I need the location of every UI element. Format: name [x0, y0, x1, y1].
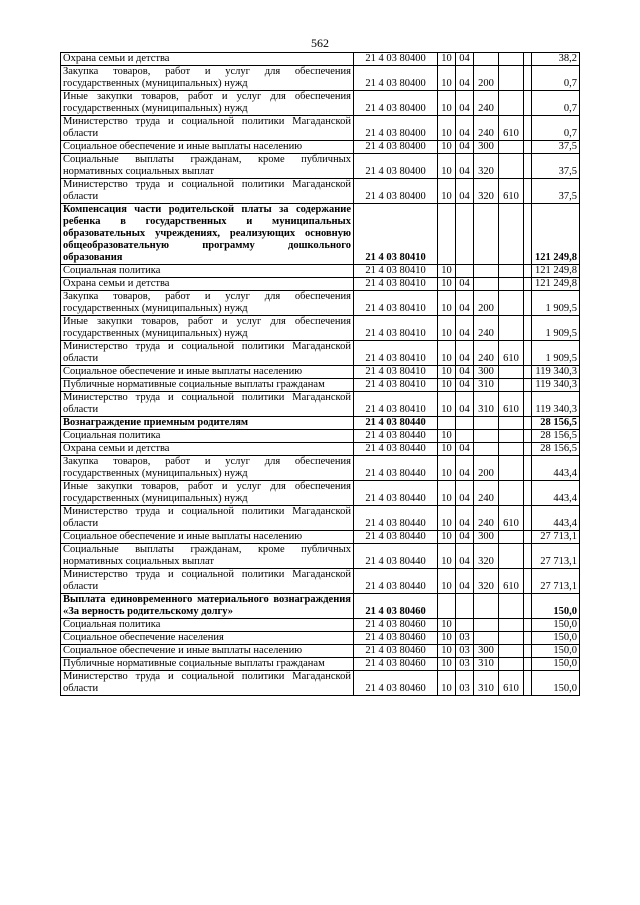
- administrator-code: [499, 366, 524, 379]
- budget-table: [60, 52, 580, 696]
- expense-type-code: [474, 430, 499, 443]
- target-article-code: 21 4 03 80410: [354, 316, 438, 341]
- subsection-code: 04: [456, 481, 474, 506]
- table-row: [61, 594, 580, 619]
- row-name: Социальная политика: [61, 619, 354, 632]
- subsection-code: 04: [456, 316, 474, 341]
- extra-cell: [524, 430, 532, 443]
- expense-type-code: 300: [474, 531, 499, 544]
- row-name: Иные закупки товаров, работ и услуг для обеспечения государственных (муниципальных) нужд: [61, 316, 354, 341]
- amount: 38,2: [532, 53, 580, 66]
- row-name: Иные закупки товаров, работ и услуг для обеспечения государственных (муниципальных) нужд: [61, 91, 354, 116]
- extra-cell: [524, 316, 532, 341]
- amount: 150,0: [532, 658, 580, 671]
- subsection-code: 04: [456, 392, 474, 417]
- amount: 28 156,5: [532, 443, 580, 456]
- expense-type-code: 240: [474, 341, 499, 366]
- extra-cell: [524, 658, 532, 671]
- target-article-code: 21 4 03 80440: [354, 506, 438, 531]
- subsection-code: [456, 204, 474, 265]
- expense-type-code: [474, 278, 499, 291]
- row-name: Публичные нормативные социальные выплаты гражданам: [61, 658, 354, 671]
- target-article-code: 21 4 03 80460: [354, 594, 438, 619]
- row-name: Охрана семьи и детства: [61, 443, 354, 456]
- row-name: Министерство труда и социальной политики Магаданской области: [61, 341, 354, 366]
- target-article-code: 21 4 03 80400: [354, 66, 438, 91]
- row-name: Социальные выплаты гражданам, кроме публичных нормативных социальных выплат: [61, 154, 354, 179]
- expense-type-code: [474, 632, 499, 645]
- row-name: Министерство труда и социальной политики Магаданской области: [61, 179, 354, 204]
- expense-type-code: 240: [474, 506, 499, 531]
- amount: 27 713,1: [532, 569, 580, 594]
- extra-cell: [524, 671, 532, 696]
- section-code: 10: [438, 619, 456, 632]
- target-article-code: 21 4 03 80410: [354, 265, 438, 278]
- administrator-code: [499, 91, 524, 116]
- table-row: [61, 204, 580, 265]
- extra-cell: [524, 645, 532, 658]
- target-article-code: 21 4 03 80440: [354, 531, 438, 544]
- extra-cell: [524, 619, 532, 632]
- section-code: 10: [438, 278, 456, 291]
- subsection-code: 04: [456, 341, 474, 366]
- section-code: [438, 204, 456, 265]
- section-code: 10: [438, 430, 456, 443]
- row-name: Министерство труда и социальной политики Магаданской области: [61, 569, 354, 594]
- expense-type-code: 310: [474, 392, 499, 417]
- table-body: [61, 53, 580, 696]
- subsection-code: 03: [456, 645, 474, 658]
- subsection-code: [456, 594, 474, 619]
- extra-cell: [524, 91, 532, 116]
- section-code: 10: [438, 116, 456, 141]
- row-name: Министерство труда и социальной политики Магаданской области: [61, 116, 354, 141]
- target-article-code: 21 4 03 80460: [354, 632, 438, 645]
- expense-type-code: 240: [474, 316, 499, 341]
- row-name: Социальное обеспечение и иные выплаты населению: [61, 366, 354, 379]
- expense-type-code: 240: [474, 116, 499, 141]
- extra-cell: [524, 366, 532, 379]
- table-row: [61, 316, 580, 341]
- table-row: [61, 569, 580, 594]
- table-row: [61, 141, 580, 154]
- amount: 119 340,3: [532, 379, 580, 392]
- administrator-code: [499, 645, 524, 658]
- table-row: [61, 392, 580, 417]
- subsection-code: 04: [456, 291, 474, 316]
- section-code: 10: [438, 53, 456, 66]
- section-code: [438, 417, 456, 430]
- section-code: 10: [438, 341, 456, 366]
- row-name: Компенсация части родительской платы за содержание ребенка в государственных и муниципальных образовательных учреждениях, реализующих основную общеобразовательную программу дошкольного образования: [61, 204, 354, 265]
- expense-type-code: 320: [474, 179, 499, 204]
- administrator-code: [499, 619, 524, 632]
- extra-cell: [524, 66, 532, 91]
- subsection-code: 03: [456, 632, 474, 645]
- subsection-code: 04: [456, 531, 474, 544]
- administrator-code: [499, 66, 524, 91]
- table-row: [61, 417, 580, 430]
- target-article-code: 21 4 03 80460: [354, 658, 438, 671]
- target-article-code: 21 4 03 80440: [354, 443, 438, 456]
- subsection-code: 04: [456, 366, 474, 379]
- extra-cell: [524, 569, 532, 594]
- amount: 150,0: [532, 619, 580, 632]
- subsection-code: [456, 417, 474, 430]
- table-row: [61, 278, 580, 291]
- amount: 1 909,5: [532, 316, 580, 341]
- section-code: 10: [438, 506, 456, 531]
- administrator-code: [499, 531, 524, 544]
- target-article-code: 21 4 03 80460: [354, 671, 438, 696]
- section-code: [438, 594, 456, 619]
- administrator-code: [499, 204, 524, 265]
- section-code: 10: [438, 179, 456, 204]
- target-article-code: 21 4 03 80410: [354, 291, 438, 316]
- administrator-code: 610: [499, 671, 524, 696]
- extra-cell: [524, 179, 532, 204]
- extra-cell: [524, 632, 532, 645]
- administrator-code: [499, 291, 524, 316]
- subsection-code: 04: [456, 179, 474, 204]
- row-name: Социальные выплаты гражданам, кроме публичных нормативных социальных выплат: [61, 544, 354, 569]
- extra-cell: [524, 481, 532, 506]
- row-name: Социальное обеспечение и иные выплаты населению: [61, 141, 354, 154]
- administrator-code: 610: [499, 392, 524, 417]
- expense-type-code: 240: [474, 91, 499, 116]
- amount: 150,0: [532, 645, 580, 658]
- row-name: Министерство труда и социальной политики Магаданской области: [61, 392, 354, 417]
- amount: 0,7: [532, 116, 580, 141]
- table-row: [61, 645, 580, 658]
- target-article-code: 21 4 03 80410: [354, 278, 438, 291]
- target-article-code: 21 4 03 80440: [354, 569, 438, 594]
- amount: 150,0: [532, 671, 580, 696]
- extra-cell: [524, 443, 532, 456]
- table-row: [61, 379, 580, 392]
- amount: 443,4: [532, 506, 580, 531]
- extra-cell: [524, 379, 532, 392]
- administrator-code: [499, 316, 524, 341]
- amount: 443,4: [532, 456, 580, 481]
- subsection-code: [456, 265, 474, 278]
- subsection-code: 04: [456, 91, 474, 116]
- expense-type-code: [474, 417, 499, 430]
- amount: 27 713,1: [532, 544, 580, 569]
- row-name: Охрана семьи и детства: [61, 53, 354, 66]
- target-article-code: 21 4 03 80410: [354, 204, 438, 265]
- administrator-code: 610: [499, 506, 524, 531]
- administrator-code: [499, 456, 524, 481]
- expense-type-code: 310: [474, 379, 499, 392]
- row-name: Охрана семьи и детства: [61, 278, 354, 291]
- section-code: 10: [438, 379, 456, 392]
- amount: 121 249,8: [532, 278, 580, 291]
- target-article-code: 21 4 03 80440: [354, 481, 438, 506]
- extra-cell: [524, 204, 532, 265]
- expense-type-code: [474, 53, 499, 66]
- extra-cell: [524, 116, 532, 141]
- administrator-code: [499, 632, 524, 645]
- subsection-code: 04: [456, 154, 474, 179]
- row-name: Закупка товаров, работ и услуг для обеспечения государственных (муниципальных) нужд: [61, 291, 354, 316]
- table-row: [61, 430, 580, 443]
- subsection-code: 04: [456, 506, 474, 531]
- extra-cell: [524, 278, 532, 291]
- target-article-code: 21 4 03 80400: [354, 141, 438, 154]
- table-row: [61, 481, 580, 506]
- subsection-code: 03: [456, 671, 474, 696]
- section-code: 10: [438, 632, 456, 645]
- target-article-code: 21 4 03 80410: [354, 341, 438, 366]
- amount: 37,5: [532, 141, 580, 154]
- target-article-code: 21 4 03 80400: [354, 154, 438, 179]
- subsection-code: 04: [456, 379, 474, 392]
- target-article-code: 21 4 03 80400: [354, 91, 438, 116]
- administrator-code: [499, 154, 524, 179]
- administrator-code: 610: [499, 341, 524, 366]
- table-row: [61, 341, 580, 366]
- expense-type-code: 200: [474, 291, 499, 316]
- section-code: 10: [438, 658, 456, 671]
- section-code: 10: [438, 531, 456, 544]
- row-name: Социальная политика: [61, 430, 354, 443]
- subsection-code: 04: [456, 66, 474, 91]
- expense-type-code: 320: [474, 569, 499, 594]
- target-article-code: 21 4 03 80440: [354, 417, 438, 430]
- amount: 121 249,8: [532, 204, 580, 265]
- amount: 28 156,5: [532, 430, 580, 443]
- table-row: [61, 632, 580, 645]
- amount: 0,7: [532, 66, 580, 91]
- section-code: 10: [438, 154, 456, 179]
- administrator-code: [499, 141, 524, 154]
- expense-type-code: 320: [474, 154, 499, 179]
- expense-type-code: 200: [474, 456, 499, 481]
- section-code: 10: [438, 66, 456, 91]
- subsection-code: [456, 430, 474, 443]
- administrator-code: [499, 594, 524, 619]
- table-row: [61, 456, 580, 481]
- extra-cell: [524, 53, 532, 66]
- amount: 121 249,8: [532, 265, 580, 278]
- table-row: [61, 619, 580, 632]
- administrator-code: [499, 265, 524, 278]
- target-article-code: 21 4 03 80400: [354, 116, 438, 141]
- administrator-code: [499, 417, 524, 430]
- section-code: 10: [438, 443, 456, 456]
- table-row: [61, 265, 580, 278]
- administrator-code: 610: [499, 116, 524, 141]
- amount: 28 156,5: [532, 417, 580, 430]
- section-code: 10: [438, 481, 456, 506]
- row-name: Социальное обеспечение населения: [61, 632, 354, 645]
- amount: 27 713,1: [532, 531, 580, 544]
- page-number: 562: [311, 36, 329, 50]
- amount: 1 909,5: [532, 291, 580, 316]
- section-code: 10: [438, 544, 456, 569]
- table-row: [61, 544, 580, 569]
- amount: 0,7: [532, 91, 580, 116]
- extra-cell: [524, 417, 532, 430]
- table-row: [61, 443, 580, 456]
- expense-type-code: 310: [474, 671, 499, 696]
- target-article-code: 21 4 03 80440: [354, 456, 438, 481]
- administrator-code: 610: [499, 569, 524, 594]
- expense-type-code: 310: [474, 658, 499, 671]
- row-name: Министерство труда и социальной политики Магаданской области: [61, 506, 354, 531]
- table-row: [61, 671, 580, 696]
- table-row: [61, 66, 580, 91]
- row-name: Публичные нормативные социальные выплаты гражданам: [61, 379, 354, 392]
- administrator-code: [499, 379, 524, 392]
- administrator-code: 610: [499, 179, 524, 204]
- amount: 443,4: [532, 481, 580, 506]
- administrator-code: [499, 443, 524, 456]
- row-name: Закупка товаров, работ и услуг для обеспечения государственных (муниципальных) нужд: [61, 66, 354, 91]
- section-code: 10: [438, 265, 456, 278]
- section-code: 10: [438, 91, 456, 116]
- table-row: [61, 366, 580, 379]
- section-code: 10: [438, 671, 456, 696]
- target-article-code: 21 4 03 80440: [354, 430, 438, 443]
- row-name: Иные закупки товаров, работ и услуг для обеспечения государственных (муниципальных) нужд: [61, 481, 354, 506]
- section-code: 10: [438, 291, 456, 316]
- expense-type-code: [474, 443, 499, 456]
- subsection-code: 04: [456, 278, 474, 291]
- expense-type-code: 200: [474, 66, 499, 91]
- subsection-code: [456, 619, 474, 632]
- table-row: [61, 531, 580, 544]
- row-name: Социальное обеспечение и иные выплаты населению: [61, 531, 354, 544]
- administrator-code: [499, 544, 524, 569]
- table-row: [61, 154, 580, 179]
- subsection-code: 04: [456, 116, 474, 141]
- expense-type-code: 300: [474, 366, 499, 379]
- extra-cell: [524, 594, 532, 619]
- amount: 150,0: [532, 594, 580, 619]
- subsection-code: 04: [456, 141, 474, 154]
- subsection-code: 04: [456, 456, 474, 481]
- expense-type-code: 240: [474, 481, 499, 506]
- administrator-code: [499, 278, 524, 291]
- subsection-code: 04: [456, 443, 474, 456]
- section-code: 10: [438, 456, 456, 481]
- target-article-code: 21 4 03 80460: [354, 619, 438, 632]
- expense-type-code: [474, 619, 499, 632]
- administrator-code: [499, 481, 524, 506]
- extra-cell: [524, 506, 532, 531]
- extra-cell: [524, 291, 532, 316]
- row-name: Социальная политика: [61, 265, 354, 278]
- target-article-code: 21 4 03 80400: [354, 179, 438, 204]
- expense-type-code: [474, 594, 499, 619]
- subsection-code: 03: [456, 658, 474, 671]
- table-row: [61, 116, 580, 141]
- row-name: Социальное обеспечение и иные выплаты населению: [61, 645, 354, 658]
- extra-cell: [524, 544, 532, 569]
- extra-cell: [524, 531, 532, 544]
- amount: 37,5: [532, 154, 580, 179]
- expense-type-code: [474, 265, 499, 278]
- extra-cell: [524, 141, 532, 154]
- section-code: 10: [438, 141, 456, 154]
- amount: 1 909,5: [532, 341, 580, 366]
- row-name: Вознаграждение приемным родителям: [61, 417, 354, 430]
- section-code: 10: [438, 569, 456, 594]
- target-article-code: 21 4 03 80400: [354, 53, 438, 66]
- table-row: [61, 291, 580, 316]
- administrator-code: [499, 53, 524, 66]
- expense-type-code: 320: [474, 544, 499, 569]
- extra-cell: [524, 154, 532, 179]
- subsection-code: 04: [456, 544, 474, 569]
- row-name: Министерство труда и социальной политики Магаданской области: [61, 671, 354, 696]
- amount: 119 340,3: [532, 366, 580, 379]
- section-code: 10: [438, 366, 456, 379]
- expense-type-code: 300: [474, 645, 499, 658]
- target-article-code: 21 4 03 80410: [354, 366, 438, 379]
- target-article-code: 21 4 03 80460: [354, 645, 438, 658]
- extra-cell: [524, 265, 532, 278]
- row-name: Закупка товаров, работ и услуг для обеспечения государственных (муниципальных) нужд: [61, 456, 354, 481]
- subsection-code: 04: [456, 569, 474, 594]
- section-code: 10: [438, 316, 456, 341]
- table-row: [61, 53, 580, 66]
- amount: 119 340,3: [532, 392, 580, 417]
- extra-cell: [524, 392, 532, 417]
- table-row: [61, 658, 580, 671]
- target-article-code: 21 4 03 80440: [354, 544, 438, 569]
- table-row: [61, 179, 580, 204]
- section-code: 10: [438, 392, 456, 417]
- target-article-code: 21 4 03 80410: [354, 392, 438, 417]
- table-row: [61, 506, 580, 531]
- target-article-code: 21 4 03 80410: [354, 379, 438, 392]
- administrator-code: [499, 658, 524, 671]
- amount: 37,5: [532, 179, 580, 204]
- subsection-code: 04: [456, 53, 474, 66]
- table-row: [61, 91, 580, 116]
- extra-cell: [524, 456, 532, 481]
- expense-type-code: 300: [474, 141, 499, 154]
- expense-type-code: [474, 204, 499, 265]
- row-name: Выплата единовременного материального вознаграждения «За верность родительскому долгу»: [61, 594, 354, 619]
- administrator-code: [499, 430, 524, 443]
- section-code: 10: [438, 645, 456, 658]
- amount: 150,0: [532, 632, 580, 645]
- extra-cell: [524, 341, 532, 366]
